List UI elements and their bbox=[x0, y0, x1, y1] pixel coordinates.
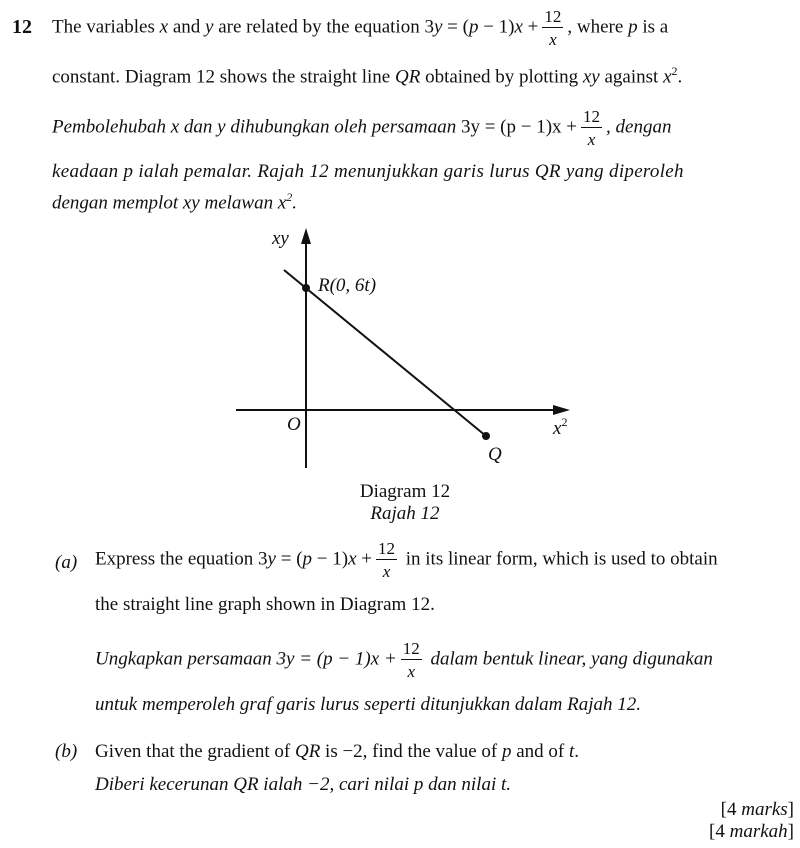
question-stem-ms-line3: dengan memplot xy melawan $x^2$. bbox=[52, 190, 298, 214]
part-b-label: (b) bbox=[55, 741, 78, 762]
part-a-ms-line2: untuk memperoleh graf garis lurus seperti ditunjukkan dalam Rajah 12. bbox=[95, 694, 642, 715]
part-a-ms-line1: Ungkapkan persamaan 3y = (p − 1)x + $\frac{12}{x}$ dalam bentuk linear, yang digunakan bbox=[95, 639, 713, 681]
question-number: 12 bbox=[12, 16, 32, 38]
line-qr bbox=[284, 270, 486, 436]
x-axis-arrowhead bbox=[553, 405, 570, 415]
diagram-caption-en: Diagram 12 bbox=[359, 481, 451, 502]
y-axis-label: xy bbox=[272, 228, 289, 249]
diagram-caption-ms: Rajah 12 bbox=[370, 503, 440, 524]
y-axis-arrowhead bbox=[301, 228, 311, 244]
question-stem-en-line2: constant. Diagram 12 shows the straight line QR obtained by plotting xy against $x^2$. bbox=[52, 64, 683, 88]
fraction-12-over-x: $\frac{12}{x}$ bbox=[377, 539, 395, 581]
fraction-12-over-x: $\frac{12}{x}$ bbox=[583, 107, 601, 149]
part-a-label: (a) bbox=[55, 552, 78, 573]
part-a-en-line1: Express the equation 3y = (p − 1)x + $\frac{12}{x}$ in its linear form, which is used to obtain bbox=[95, 539, 718, 581]
question-stem-en-line1: The variables x and y are related by the equation 3y = (p − 1)x + $\frac{12}{x}$ , where p is a bbox=[52, 7, 669, 49]
x-axis-label: $x^2$ bbox=[553, 415, 568, 439]
fraction-12-over-x: $\frac{12}{x}$ bbox=[544, 7, 562, 49]
point-q bbox=[482, 432, 490, 440]
point-r-label: R(0, 6t) bbox=[318, 275, 377, 296]
point-q-label: Q bbox=[488, 444, 502, 465]
marks-ms: [4 markah] bbox=[709, 821, 794, 842]
question-stem-ms-line2: keadaan p ialah pemalar. Rajah 12 menunjukkan garis lurus QR yang diperoleh bbox=[52, 161, 684, 182]
fraction-12-over-x: $\frac{12}{x}$ bbox=[402, 639, 420, 681]
point-r bbox=[302, 284, 310, 292]
question-stem-ms-line1: Pembolehubah x dan y dihubungkan oleh persamaan 3y = (p − 1)x + $\frac{12}{x}$ , dengan bbox=[52, 107, 672, 149]
marks-en: [4 marks] bbox=[720, 799, 794, 820]
origin-label: O bbox=[287, 414, 301, 435]
part-b-ms: Diberi kecerunan QR ialah −2, cari nilai p dan nilai t. bbox=[95, 774, 511, 795]
part-b-en: Given that the gradient of QR is −2, find the value of p and of t. bbox=[95, 741, 580, 762]
part-a-en-line2: the straight line graph shown in Diagram 12. bbox=[95, 594, 435, 615]
